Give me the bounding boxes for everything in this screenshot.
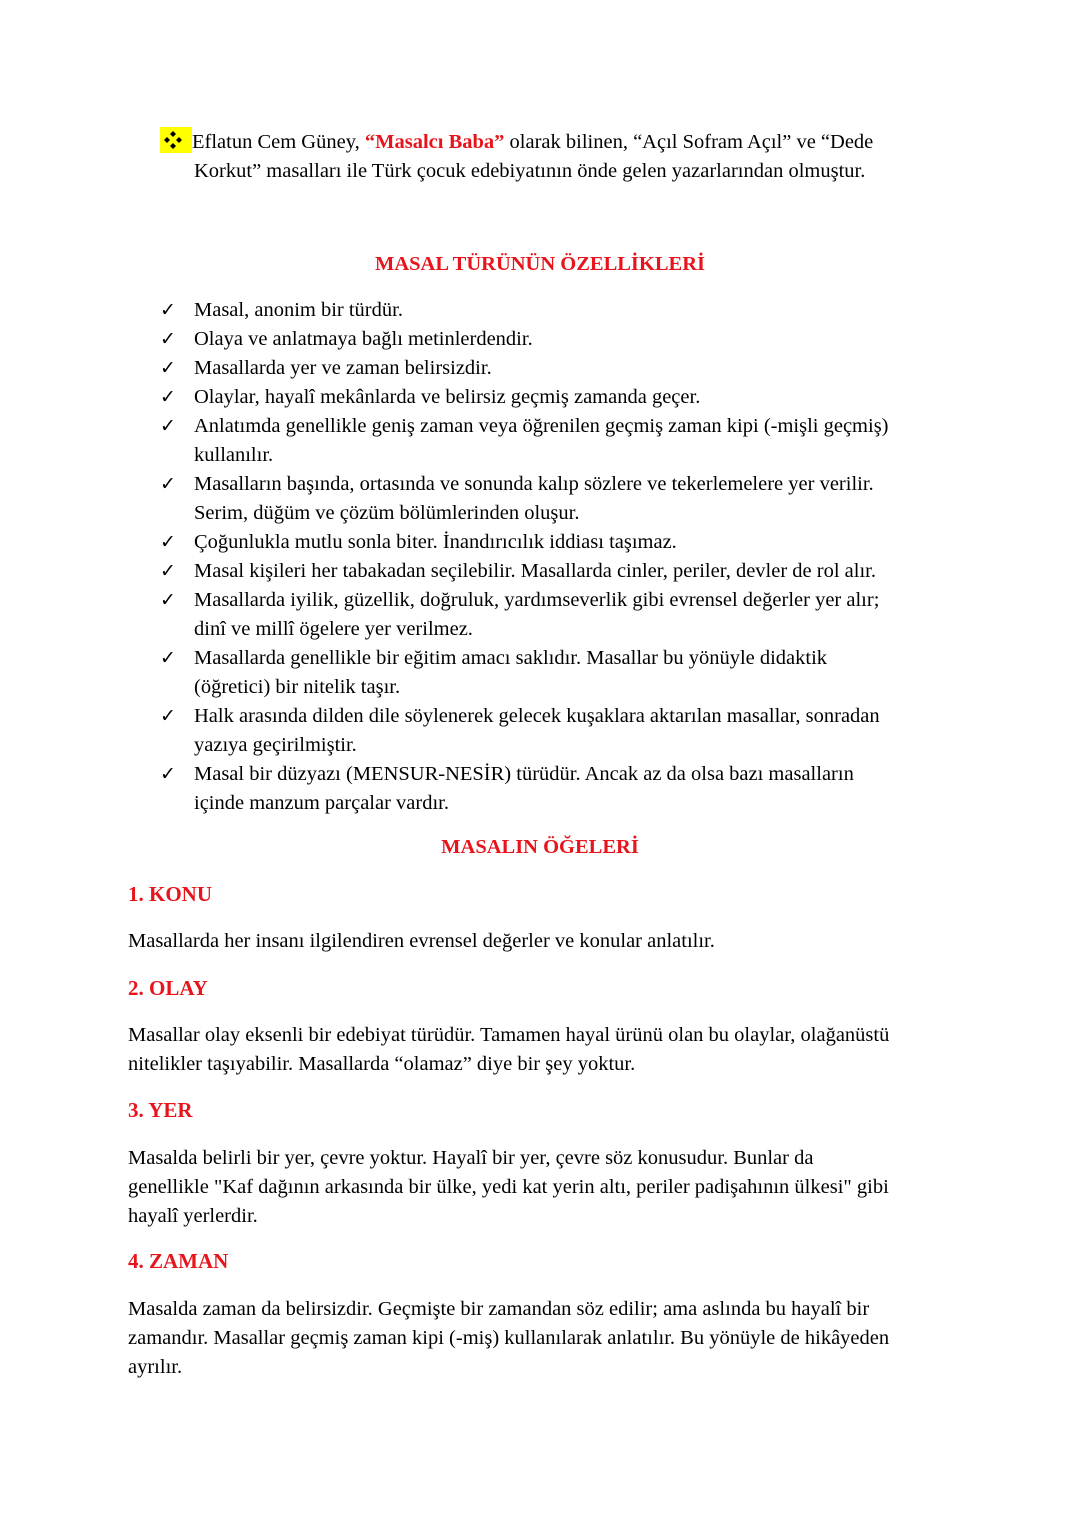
feature-item xyxy=(160,296,960,325)
konu-heading: 1. KONU xyxy=(128,882,212,906)
feature-text-line: Çoğunlukla mutlu sonla biter. İnandırıcılık iddiası taşımaz. xyxy=(194,531,677,553)
elements-title: MASALIN ÖĞELERİ xyxy=(441,836,639,858)
intro-text-pre: Eflatun Cem Güney, xyxy=(192,131,365,153)
feature-text-line: Masalların başında, ortasında ve sonunda kalıp sözlere ve tekerlemelere yer verilir. xyxy=(194,473,874,495)
konu-body xyxy=(128,927,958,956)
olay-heading: 2. OLAY xyxy=(128,976,208,1000)
feature-text-line: (öğretici) bir nitelik taşır. xyxy=(194,676,401,698)
yer-line: hayalî yerlerdir. xyxy=(128,1205,258,1227)
checkmark-icon: ✓ xyxy=(160,415,176,437)
checkmark-icon: ✓ xyxy=(160,357,176,379)
intro-paragraph xyxy=(160,127,960,186)
feature-text-line: Masal kişileri her tabakadan seçilebilir. Masallarda cinler, periler, devler de rol alır. xyxy=(194,560,876,582)
features-title: MASAL TÜRÜNÜN ÖZELLİKLERİ xyxy=(375,253,705,275)
feature-item xyxy=(160,586,960,644)
checkmark-icon: ✓ xyxy=(160,560,176,582)
feature-text-line: Anlatımda genellikle geniş zaman veya öğrenilen geçmiş zaman kipi (-mişli geçmiş) xyxy=(194,415,889,437)
checkmark-icon: ✓ xyxy=(160,473,176,495)
checkmark-icon: ✓ xyxy=(160,763,176,785)
olay-line: nitelikler taşıyabilir. Masallarda “olamaz” diye bir şey yoktur. xyxy=(128,1053,636,1075)
four-diamond-bullet-icon xyxy=(160,127,192,153)
yer-line: genellikle "Kaf dağının arkasında bir ülke, yedi kat yerin altı, periler padişahının ülkesi" gibi xyxy=(128,1176,889,1198)
checkmark-icon: ✓ xyxy=(160,531,176,553)
feature-item xyxy=(160,528,960,557)
feature-item xyxy=(160,325,960,354)
feature-item xyxy=(160,354,960,383)
checkmark-icon: ✓ xyxy=(160,589,176,611)
olay-line: Masallar olay eksenli bir edebiyat türüdür. Tamamen hayal ürünü olan bu olaylar, olağanüstü xyxy=(128,1024,890,1046)
feature-item xyxy=(160,412,960,470)
feature-text-line: Halk arasında dilden dile söylenerek gelecek kuşaklara aktarılan masallar, sonradan xyxy=(194,705,880,727)
features-list xyxy=(160,296,960,818)
zaman-line: ayrılır. xyxy=(128,1356,183,1378)
feature-text-line: dinî ve millî ögelere yer verilmez. xyxy=(194,618,473,640)
feature-item xyxy=(160,470,960,528)
konu-line: Masallarda her insanı ilgilendiren evrensel değerler ve konular anlatılır. xyxy=(128,930,715,952)
intro-text-post: olarak bilinen, “Açıl Sofram Açıl” ve “Dede xyxy=(504,131,874,153)
feature-text-line: Masallarda yer ve zaman belirsizdir. xyxy=(194,357,492,379)
zaman-body xyxy=(128,1295,958,1382)
checkmark-icon: ✓ xyxy=(160,705,176,727)
feature-text-line: Serim, düğüm ve çözüm bölümlerinden oluşur. xyxy=(194,502,580,524)
feature-item xyxy=(160,702,960,760)
zaman-heading: 4. ZAMAN xyxy=(128,1249,229,1273)
feature-text-line: Masal, anonim bir türdür. xyxy=(194,299,403,321)
masalci-baba-highlight: “Masalcı Baba” xyxy=(364,131,505,153)
feature-item xyxy=(160,644,960,702)
feature-text-line: Olaya ve anlatmaya bağlı metinlerdendir. xyxy=(194,328,533,350)
intro-line-1 xyxy=(160,127,960,157)
checkmark-icon: ✓ xyxy=(160,647,176,669)
feature-text-line: yazıya geçirilmiştir. xyxy=(194,734,357,756)
feature-text-line: Masallarda genellikle bir eğitim amacı saklıdır. Masallar bu yönüyle didaktik xyxy=(194,647,828,669)
feature-item xyxy=(160,760,960,818)
checkmark-icon: ✓ xyxy=(160,386,176,408)
zaman-line: Masalda zaman da belirsizdir. Geçmişte bir zamandan söz edilir; ama aslında bu hayalî bir xyxy=(128,1298,870,1320)
intro-line-2: Korkut” masalları ile Türk çocuk edebiyatının önde gelen yazarlarından olmuştur. xyxy=(194,160,866,182)
checkmark-icon: ✓ xyxy=(160,299,176,321)
feature-text-line: Olaylar, hayalî mekânlarda ve belirsiz geçmiş zamanda geçer. xyxy=(194,386,701,408)
zaman-line: zamandır. Masallar geçmiş zaman kipi (-miş) kullanılarak anlatılır. Bu yönüyle de hikâyeden xyxy=(128,1327,890,1349)
feature-item xyxy=(160,557,960,586)
olay-body xyxy=(128,1021,958,1079)
yer-heading: 3. YER xyxy=(128,1098,193,1122)
yer-line: Masalda belirli bir yer, çevre yoktur. Hayalî bir yer, çevre söz konusudur. Bunlar da xyxy=(128,1147,814,1169)
feature-text-line: içinde manzum parçalar vardır. xyxy=(194,792,449,814)
feature-item xyxy=(160,383,960,412)
checkmark-icon: ✓ xyxy=(160,328,176,350)
feature-text-line: kullanılır. xyxy=(194,444,274,466)
feature-text-line: Masallarda iyilik, güzellik, doğruluk, yardımseverlik gibi evrensel değerler yer alır; xyxy=(194,589,880,611)
yer-body xyxy=(128,1144,958,1231)
feature-text-line: Masal bir düzyazı (MENSUR-NESİR) türüdür. Ancak az da olsa bazı masalların xyxy=(194,763,854,785)
